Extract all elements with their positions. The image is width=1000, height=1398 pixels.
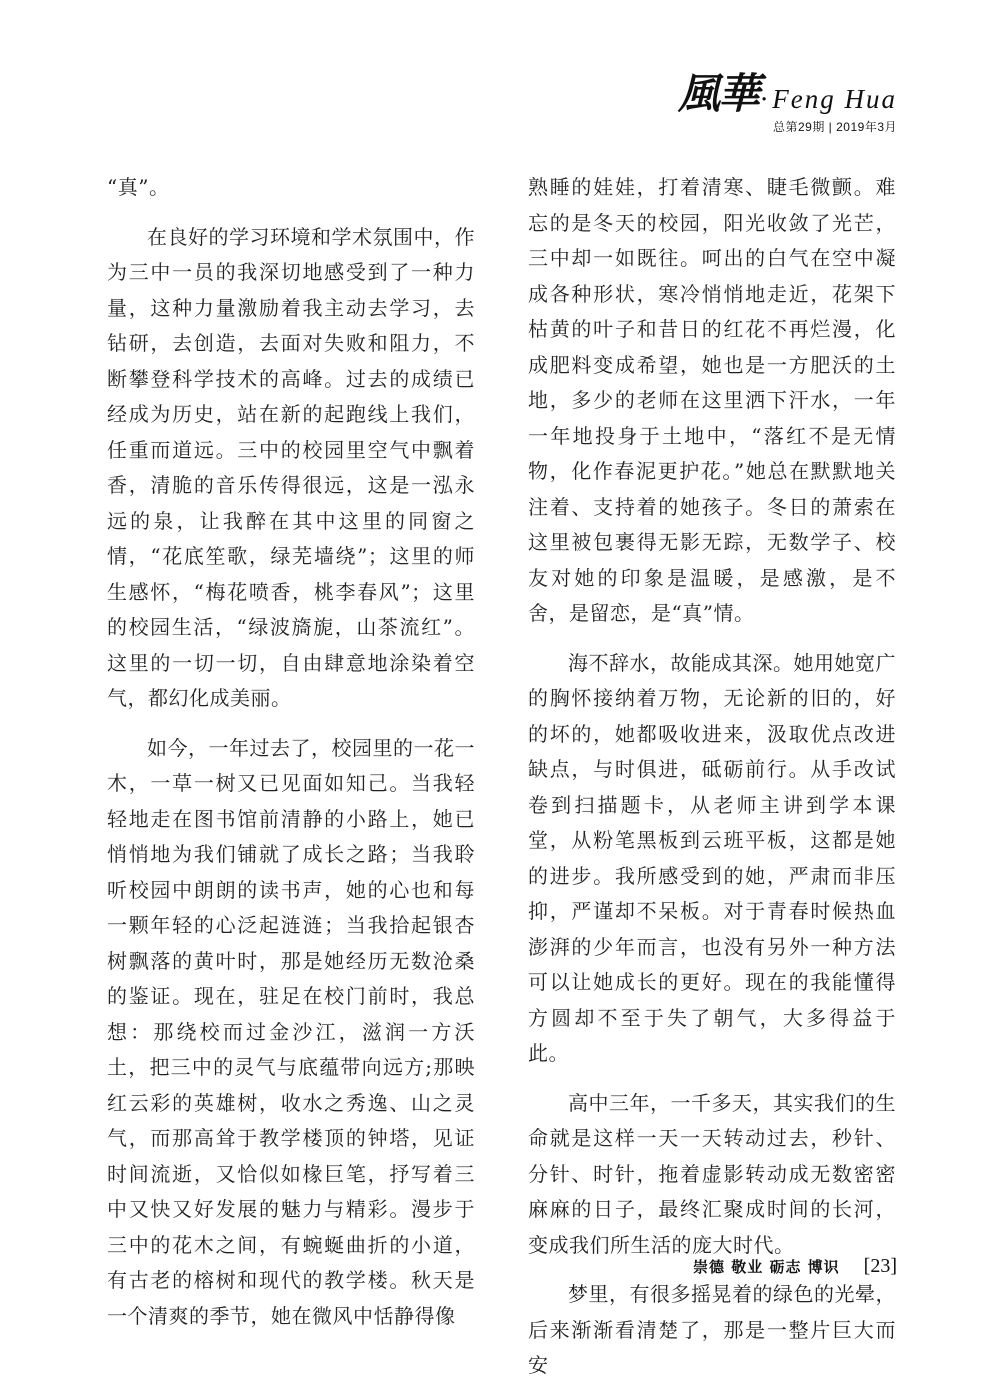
school-motto: 崇德 敬业 砺志 博识 [693, 1258, 840, 1276]
paragraph: 如今，一年过去了，校园里的一花一木，一草一树又已见面如知己。当我轻轻地走在图书馆前清静的小路上，她已悄悄地为我们铺就了成长之路；当我聆听校园中朗朗的读书声，她的心也和每一颗年轻的心泛起涟涟；当我拾起银杏树飘落的黄叶时，那是她经历无数沧桑的鉴证。现在，驻足在校门前时，我总想：那绕校而过金沙江，滋润一方沃土，把三中的灵气与底蕴带向远方;那映红云彩的英雄树，收水之秀逸、山之灵气，而那高耸于教学楼顶的钟塔，见证时间流逝，又恰似如椽巨笔，抒写着三中又快又好发展的魅力与精彩。漫步于三中的花木之间，有蜿蜒曲折的小道，有古老的榕树和现代的教学楼。秋天是一个清爽的季节，她在微风中恬静得像 [107, 735, 475, 1328]
brand-separator-dot: · [760, 85, 769, 115]
right-text-column [528, 170, 896, 1398]
issue-info: 总第29期 | 2019年3月 [772, 120, 897, 134]
paragraph: 高中三年，一千多天，其实我们的生命就是这样一天一天转动过去，秒针、分针、时针，拖着虚影转动成无数密密麻麻的日子，最终汇聚成时间的长河，变成我们所生活的庞大时代。 [528, 1090, 896, 1257]
magazine-brand [677, 69, 897, 118]
page-footer [693, 1255, 897, 1278]
page-number: [23] [863, 1255, 897, 1277]
brand-name-english: Feng Hua [772, 84, 897, 114]
paragraph: “真”。 [107, 175, 170, 199]
paragraph: 海不辞水，故能成其深。她用她宽广的胸怀接纳着万物，无论新的旧的，好的坏的，她都吸收进来，汲取优点改进缺点，与时俱进，砥砺前行。从手改试卷到扫描题卡，从老师主讲到学本课堂，从粉笔黑板到云班平板，这都是她的进步。我所感受到的她，严肃而非压抑，严谨却不呆板。对于青春时候热血澎湃的少年而言，也没有另外一种方法可以让她成长的更好。现在的我能懂得方圆却不至于失了朝气，大多得益于此。 [528, 650, 896, 1065]
paragraph: 熟睡的娃娃，打着清寒、睫毛微颤。难忘的是冬天的校园，阳光收敛了光芒，三中却一如既往。呵出的白气在空中凝成各种形状，寒冷悄悄地走近，花架下枯黄的叶子和昔日的红花不再烂漫，化成肥料变成希望，她也是一方肥沃的土地，多少的老师在这里洒下汗水，一年一年地投身于土地中，“落红不是无情物，化作春泥更护花。”她总在默默地关注着、支持着的她孩子。冬日的萧索在这里被包裹得无影无踪，无数学子、校友对她的印象是温暖，是感激，是不舍，是留恋，是“真”情。 [528, 175, 896, 625]
paragraph: 梦里，有很多摇晃着的绿色的光晕，后来渐渐看清楚了，那是一整片巨大而安 [528, 1282, 896, 1377]
left-text-column [107, 170, 475, 1348]
page-header [677, 69, 897, 135]
brand-logo-chinese: 風華 [677, 69, 758, 118]
paragraph: 在良好的学习环境和学术氛围中，作为三中一员的我深切地感受到了一种力量，这种力量激励着我主动去学习，去钻研，去创造，去面对失败和阻力，不断攀登科学技术的高峰。过去的成绩已经成为历史，站在新的起跑线上我们，任重而道远。三中的校园里空气中飘着香，清脆的音乐传得很远，这是一泓永远的泉，让我醉在其中这里的同窗之情，“花底笙歌，绿芜墙绕”；这里的师生感怀，“梅花喷香，桃李春风”；这里的校园生活，“绿波旖旎，山茶流红”。这里的一切一切，自由肆意地涂染着空气，都幻化成美丽。 [107, 224, 475, 710]
